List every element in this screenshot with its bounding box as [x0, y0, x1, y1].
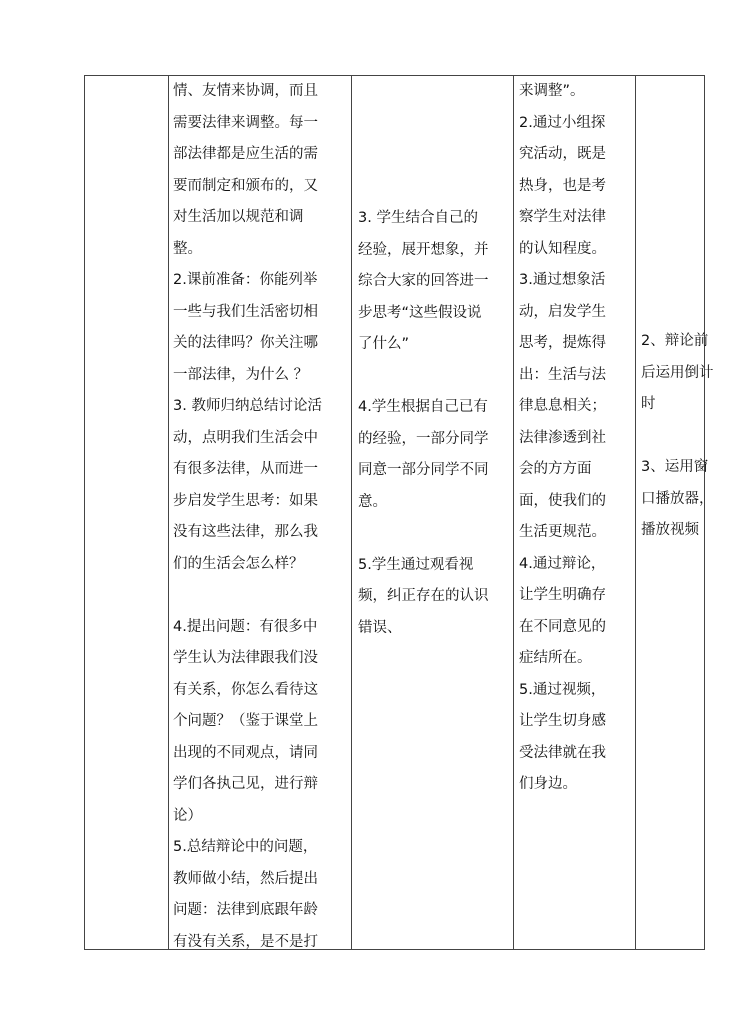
text-line: 整。 [173, 240, 202, 257]
text-line: 动，启发学生 [519, 303, 606, 320]
text-line: 步思考“这些假设说 [358, 304, 482, 321]
text-line: 后运用倒计 [641, 364, 714, 381]
text-line: 2、辩论前 [641, 333, 709, 349]
text-line: 口播放器， [641, 490, 714, 507]
text-line: 经验，展开想象，并 [358, 241, 489, 258]
text-line: 一些与我们生活密切相 [173, 303, 318, 320]
text-line: 学们各执己见，进行辩 [173, 776, 318, 792]
column-divider-4 [635, 76, 636, 949]
text-line: 让学生切身感 [519, 713, 606, 729]
text-line: 频，纠正存在的认识 [358, 588, 489, 604]
text-line: 究活动，既是 [519, 146, 606, 162]
media-usage-cell [641, 326, 714, 547]
text-line: 问题：法律到底跟年龄 [173, 902, 318, 918]
text-line [173, 580, 322, 612]
text-line: 部法律都是应生活的需 [173, 146, 318, 162]
text-line: 教师做小结，然后提出 [173, 870, 318, 887]
text-line: 了什么” [358, 336, 410, 352]
text-line: 们身边。 [519, 776, 577, 792]
text-line: 有很多法律，从而进一 [173, 461, 318, 477]
text-line: 时 [641, 396, 656, 412]
text-line: 会的方方面 [519, 461, 592, 477]
text-line: 来调整”。 [519, 83, 585, 99]
text-line: 3.通过想象活 [519, 272, 606, 288]
column-divider-2 [351, 76, 352, 949]
text-line: 论） [173, 807, 202, 824]
text-line: 5.学生通过观看视 [358, 556, 474, 573]
text-line: 出现的不同观点，请同 [173, 744, 318, 761]
text-line: 没有这些法律，那么我 [173, 524, 318, 540]
column-divider-1 [168, 76, 169, 949]
text-line: 思考，提炼得 [519, 335, 606, 351]
text-line: 的经验，一部分同学 [358, 430, 489, 447]
text-line: 个问题？（鉴于课堂上 [173, 713, 318, 729]
text-line: 需要法律来调整。每一 [173, 114, 318, 131]
text-line: 3、运用窗 [641, 459, 709, 475]
text-line: 3. 学生结合自己的 [358, 210, 478, 226]
teacher-activity-cell [173, 76, 322, 958]
text-line: 律息息相关； [519, 398, 606, 414]
design-intent-cell [519, 76, 606, 801]
text-line: 4.提出问题：有很多中 [173, 618, 318, 635]
text-line: 的认知程度。 [519, 240, 606, 257]
text-line: 法律渗透到社 [519, 429, 606, 446]
text-line [358, 518, 489, 550]
text-line: 们的生活会怎么样？ [173, 555, 304, 572]
text-line: 有没有关系，是不是打 [173, 933, 318, 950]
text-line: 症结所在。 [519, 650, 592, 666]
text-line: 面，使我们的 [519, 492, 606, 509]
text-line: 综合大家的回答进一 [358, 273, 489, 289]
text-line: 2.课前准备：你能列举 [173, 272, 318, 288]
text-line: 同意一部分同学不同 [358, 462, 489, 478]
text-line: 在不同意见的 [519, 618, 606, 635]
text-line: 5.通过视频， [519, 681, 606, 698]
text-line: 生活更规范。 [519, 524, 606, 540]
text-line: 3. 教师归纳总结讨论活 [173, 398, 322, 414]
text-line: 关的法律吗？你关注哪 [173, 335, 318, 351]
text-line: 受法律就在我 [519, 744, 606, 761]
text-line: 热身，也是考 [519, 177, 606, 194]
text-line: 出：生活与法 [519, 366, 606, 383]
text-line [641, 421, 714, 453]
text-line: 播放视频 [641, 522, 699, 538]
text-line: 对生活加以规范和调 [173, 209, 304, 225]
text-line: 4.学生根据自己已有 [358, 399, 488, 415]
text-line: 有关系，你怎么看待这 [173, 681, 318, 698]
text-line: 学生认为法律跟我们没 [173, 650, 318, 666]
text-line: 步启发学生思考：如果 [173, 492, 318, 509]
column-divider-3 [513, 76, 514, 949]
student-activity-cell [358, 203, 489, 644]
text-line: 意。 [358, 493, 387, 510]
text-line: 一部法律，为什么 ？ [173, 366, 309, 383]
text-line: 5.总结辩论中的问题， [173, 839, 318, 855]
text-line: 动，点明我们生活会中 [173, 429, 318, 446]
text-line [358, 361, 489, 393]
text-line: 情、友情来协调，而且 [173, 83, 318, 99]
text-line: 让学生明确存 [519, 587, 606, 603]
text-line: 错误、 [358, 619, 402, 636]
text-line: 要而制定和颁布的，又 [173, 177, 318, 194]
text-line: 2.通过小组探 [519, 114, 606, 131]
text-line: 4.通过辩论， [519, 555, 606, 572]
text-line: 察学生对法律 [519, 209, 606, 225]
